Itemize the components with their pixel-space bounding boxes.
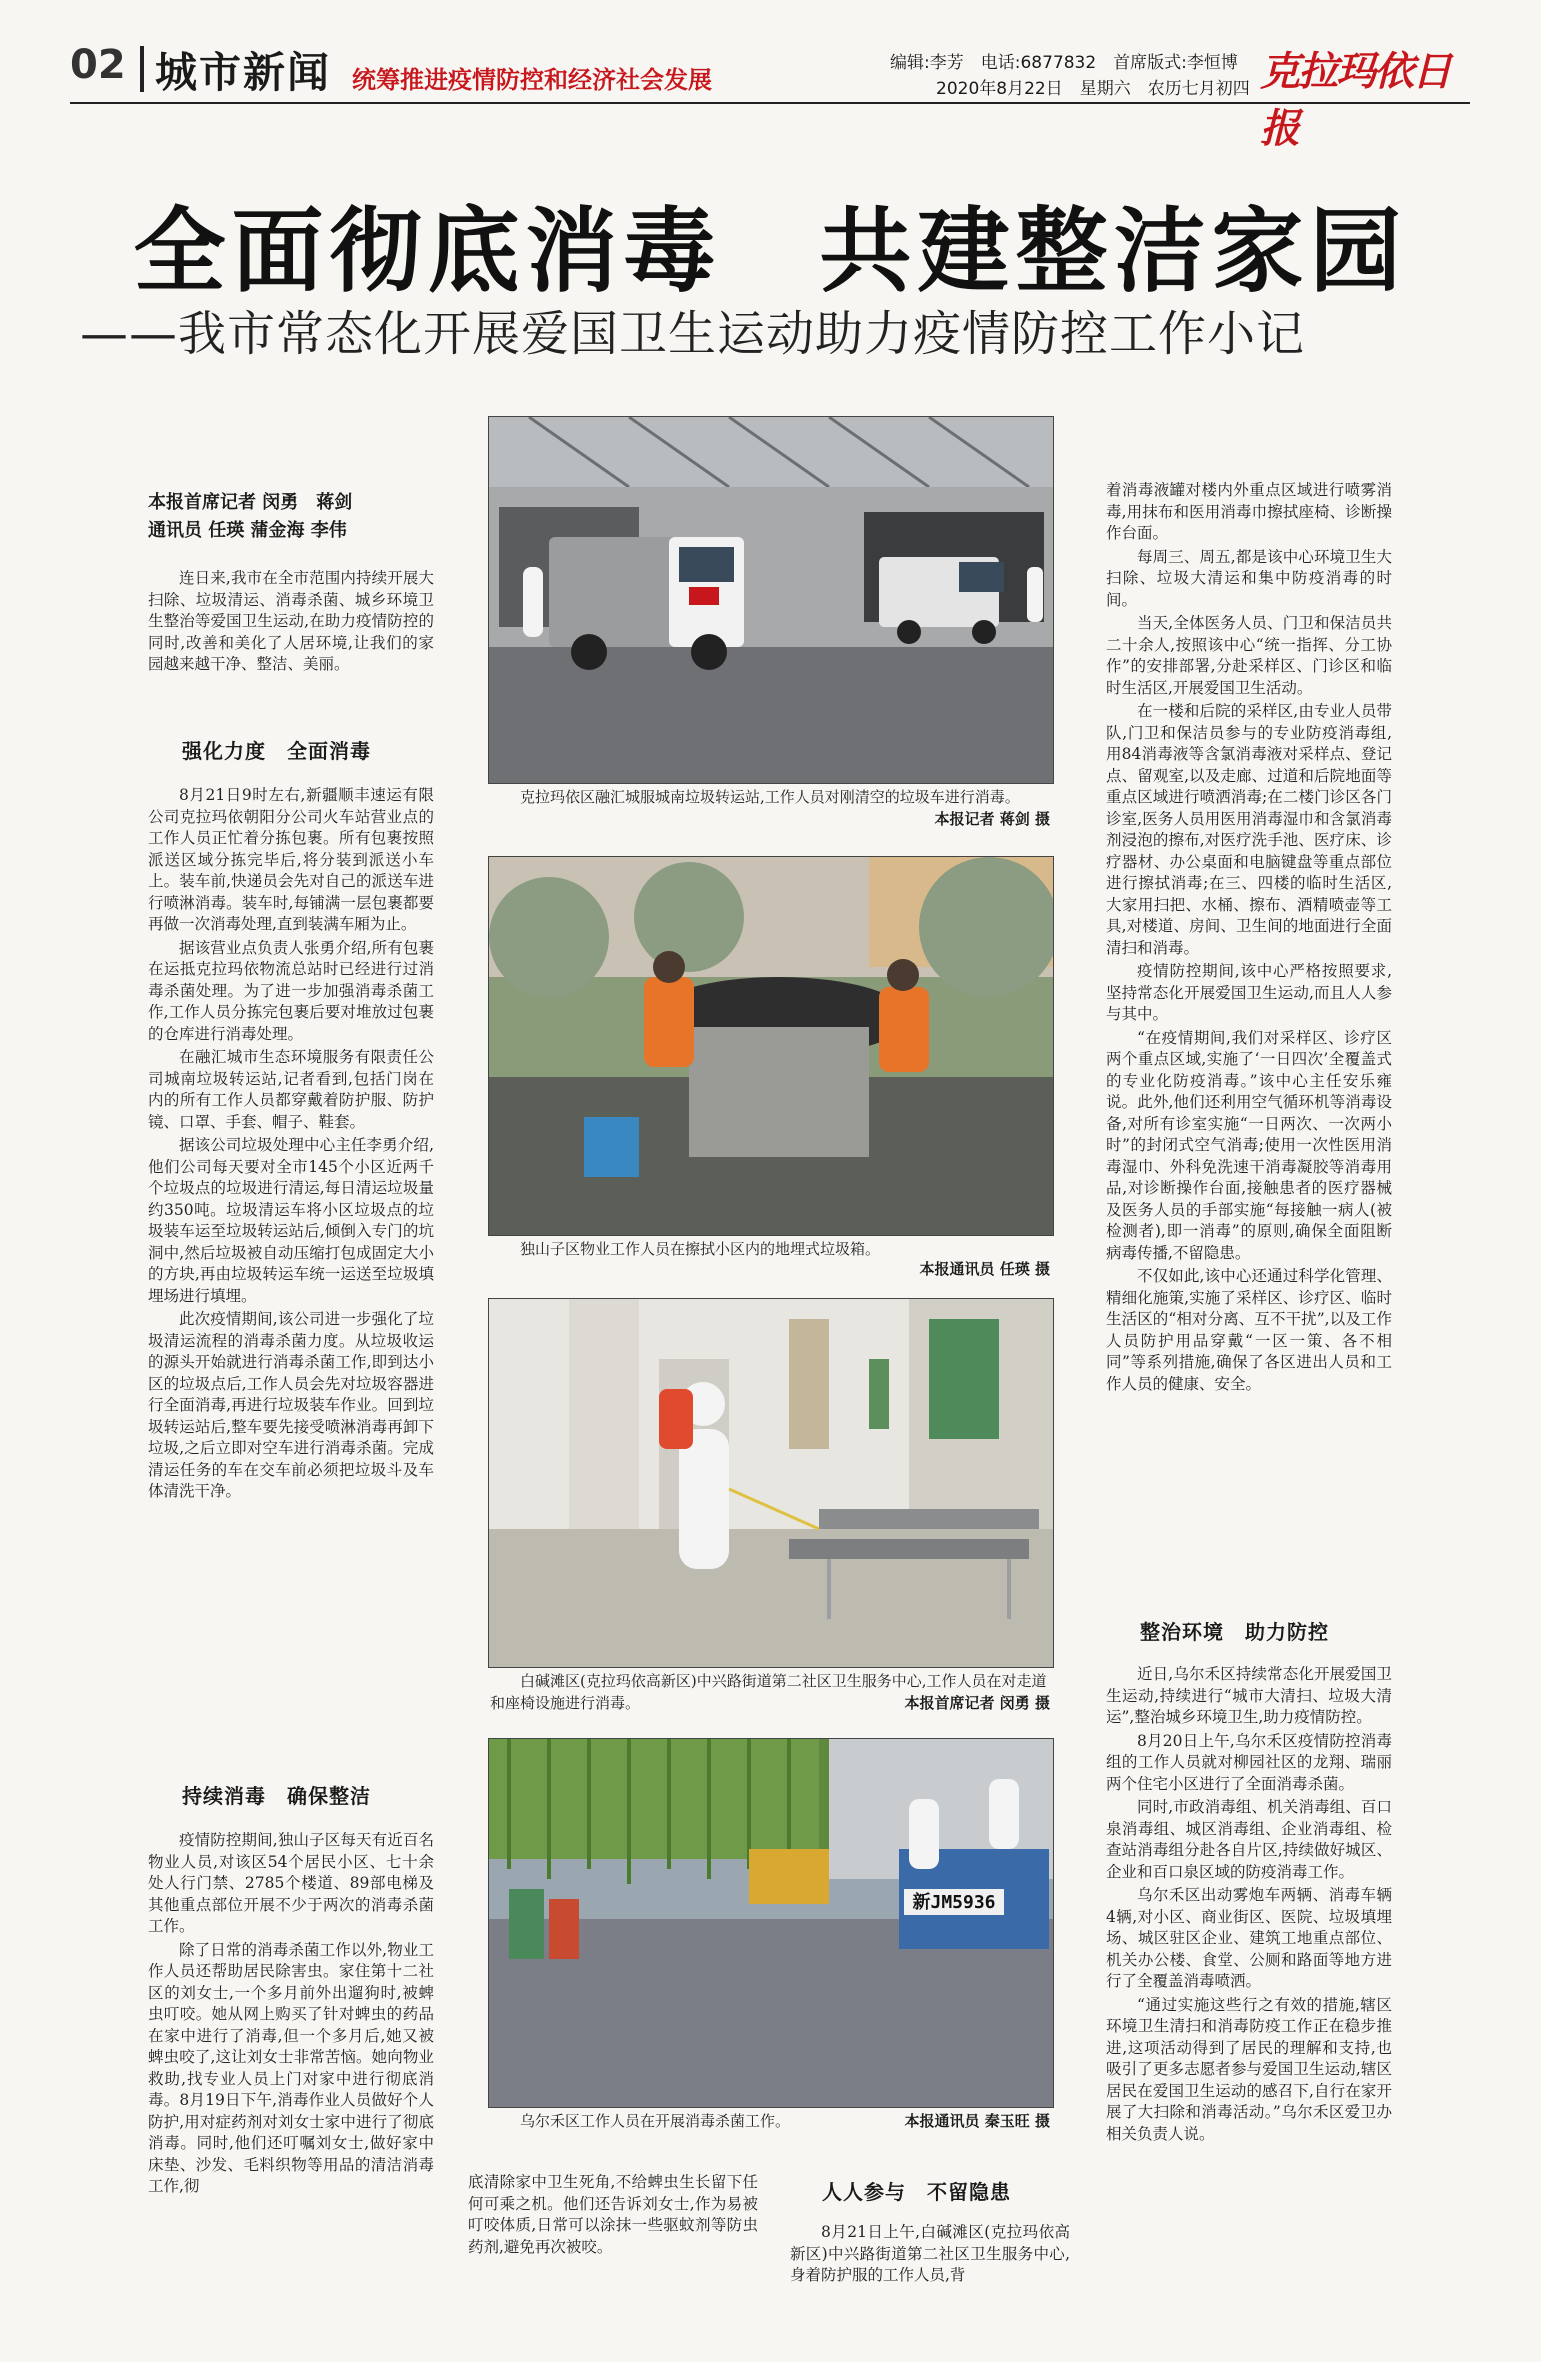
photo-garbage-station <box>488 416 1054 784</box>
section-heading-3: 人人参与 不留隐患 <box>822 2180 1011 2204</box>
photo-caption-2: 独山子区物业工作人员在擦拭小区内的地埋式垃圾箱。 <box>520 1240 881 1258</box>
paragraph: 8月21日上午,白碱滩区(克拉玛依高新区)中兴路街道第二社区卫生服务中心,身着防护服的工作人员,背 <box>790 2223 1070 2284</box>
paragraph: 乌尔禾区出动雾炮车两辆、消毒车辆4辆,对小区、商业街区、医院、垃圾填埋场、城区驻区企业、建筑工地重点部位、机关办公楼、食堂、公厕和路面等地方进行了全覆盖消毒喷洒。 <box>1106 1886 1392 1990</box>
photo-credit-2: 本报通讯员 任瑛 摄 <box>919 1260 1050 1278</box>
paragraph: 此次疫情期间,该公司进一步强化了垃圾清运流程的消毒杀菌力度。从垃圾收运的源头开始就进行消毒杀菌工作,即到达小区的垃圾点后,工作人员会先对垃圾容器进行全面消毒,再进行垃圾装车作业。回到垃圾转运站后,整车要先接受喷淋消毒再卸下垃圾,之后立即对空车进行消毒杀菌。完成清运任务的车在交车前必须把垃圾斗及车体清洗干净。 <box>148 1310 434 1500</box>
masthead-logo: 克拉玛依日报 <box>1260 48 1450 152</box>
section-heading-1: 强化力度 全面消毒 <box>182 739 371 763</box>
photo-credit-4: 本报通讯员 秦玉旺 摄 <box>904 2112 1050 2130</box>
page-header <box>70 40 1470 152</box>
column-1-body <box>148 785 434 1503</box>
editor-info: 编辑:李芳 电话:6877832 首席版式:李恒博 <box>890 53 1238 73</box>
article-subtitle: ——我市常态化开展爱国卫生运动助力疫情防控工作小记 <box>80 306 1306 362</box>
photo-underground-bin <box>488 856 1054 1236</box>
paragraph: 着消毒液罐对楼内外重点区域进行喷雾消毒,用抹布和医用消毒巾擦拭座椅、诊断操作台面。 <box>1106 481 1392 542</box>
paragraph: “通过实施这些行之有效的措施,辖区环境卫生清扫和消毒防疫工作正在稳步推进,这项活动得到了居民的理解和支持,也吸引了更多志愿者参与爱国卫生运动,辖区居民在爱国卫生运动的感召下,自行在家开展了大扫除和消毒活动。”乌尔禾区爱卫办相关负责人说。 <box>1106 1995 1392 2143</box>
column-4-body-2 <box>1106 1664 1392 2145</box>
paragraph: 除了日常的消毒杀菌工作以外,物业工作人员还帮助居民除害虫。家住第十二社区的刘女士,一个多月前外出遛狗时,被蜱虫叮咬。她从网上购买了针对蜱虫的药品在家中进行了消毒,但一个多月后,她又被蜱虫咬了,这让刘女士非常苦恼。她向物业救助,找专业人员上门对家中进行彻底消毒。8月19日下午,消毒作业人员做好个人防护,用对症药剂对刘女士家中进行了彻底消毒。同时,他们还叮嘱刘女士,做好家中床垫、沙发、毛料织物等用品的清洁消毒工作,彻 <box>148 1940 434 2195</box>
column-1-body-2 <box>148 1830 434 2198</box>
photo-caption-3: 白碱滩区(克拉玛依高新区)中兴路街道第二社区卫生服务中心,工作人员在对走道和座椅设施进行消毒。 <box>490 1672 1047 1712</box>
paragraph: 据该公司垃圾处理中心主任李勇介绍,他们公司每天要对全市145个小区近两千个垃圾点的垃圾进行清运,每日清运垃圾量约350吨。垃圾清运车将小区垃圾点的垃圾装车运至垃圾转运站后,倾倒入专门的坑洞中,然后垃圾被自动压缩打包成固定大小的方块,再由垃圾转运车统一运送至垃圾填埋场进行填埋。 <box>148 1136 434 1305</box>
photo-credit-3: 本报首席记者 闵勇 摄 <box>904 1694 1050 1712</box>
paragraph: 当天,全体医务人员、门卫和保洁员共二十余人,按照该中心“统一指挥、分工协作”的安排部署,分赴采样区、门诊区和临时生活区,开展爱国卫生活动。 <box>1106 614 1392 697</box>
section-name: 城市新闻 <box>155 48 332 97</box>
column-4-body <box>1106 480 1392 1395</box>
photo-street-spraying <box>488 1738 1054 2108</box>
lead-paragraph: 连日来,我市在全市范围内持续开展大扫除、垃圾清运、消毒杀菌、城乡环境卫生整治等爱国卫生运动,在助力疫情防控的同时,改善和美化了人居环境,让我们的家园越来越干净、整洁、美丽。 <box>148 569 434 673</box>
paragraph: 每周三、周五,都是该中心环境卫生大扫除、垃圾大清运和集中防疫消毒的时间。 <box>1106 547 1392 609</box>
paragraph: 底清除家中卫生死角,不给蜱虫生长留下任何可乘之机。他们还告诉刘女士,作为易被叮咬体质,日常可以涂抹一些驱蚊剂等防虫药剂,避免再次被咬。 <box>468 2173 758 2256</box>
license-plate: 新JM5936 <box>912 1892 996 1913</box>
paragraph: 8月20日上午,乌尔禾区疫情防控消毒组的工作人员就对柳园社区的龙翔、瑞丽两个住宅小区进行了全面消毒杀菌。 <box>1106 1731 1392 1793</box>
paragraph: 近日,乌尔禾区持续常态化开展爱国卫生运动,持续进行“城市大清扫、垃圾大清运”,整治城乡环境卫生,助力疫情防控。 <box>1106 1665 1392 1726</box>
byline-correspondents: 通讯员 任瑛 蒲金海 李伟 <box>148 520 347 541</box>
issue-date: 2020年8月22日 星期六 农历七月初四 <box>936 79 1250 99</box>
section-heading-4: 整治环境 助力防控 <box>1140 1620 1329 1644</box>
page-number: 02 <box>70 42 126 88</box>
paragraph: 疫情防控期间,独山子区每天有近百名物业人员,对该区54个居民小区、七十余处人行门禁、2785个楼道、89部电梯及其他重点部位开展不少于两次的消毒杀菌工作。 <box>148 1831 434 1935</box>
paragraph: 同时,市政消毒组、机关消毒组、百口泉消毒组、城区消毒组、企业消毒组、检查站消毒组分赴各自片区,持续做好城区、企业和百口泉区域的防疫消毒工作。 <box>1106 1798 1392 1881</box>
paragraph: 疫情防控期间,该中心严格按照要求,坚持常态化开展爱国卫生运动,而且人人参与其中。 <box>1106 962 1392 1023</box>
paragraph: “在疫情期间,我们对采样区、诊疗区两个重点区域,实施了‘一日四次’全覆盖式的专业化防疫消毒。”该中心主任安乐雍说。此外,他们还利用空气循环机等消毒设备,对所有诊室实施“一日两次、一次两小时”的封闭式空气消毒;使用一次性医用消毒湿巾、外科免洗速干消毒凝胶等消毒用品,对诊断操作台面,接触患者的医疗器械及医务人员的手部实施“每接触一病人(被检测者),即一消毒”的原则,确保全面阻断病毒传播,不留隐患。 <box>1106 1028 1392 1262</box>
paragraph: 8月21日9时左右,新疆顺丰速运有限公司克拉玛依朝阳分公司火车站营业点的工作人员正忙着分拣包裹。所有包裹按照派送区域分拣完毕后,将分装到派送小车上。装车前,快递员会先对自己的派送车进行喷淋消毒。装车时,每铺满一层包裹都要再做一次消毒处理,直到装满车厢为止。 <box>148 786 434 933</box>
byline-reporters: 本报首席记者 闵勇 蒋剑 <box>148 492 353 513</box>
section-heading-2: 持续消毒 确保整洁 <box>182 1784 371 1808</box>
column-2-continuation <box>468 2172 758 2258</box>
photo-clinic-disinfection <box>488 1298 1054 1668</box>
paragraph: 在融汇城市生态环境服务有限责任公司城南垃圾转运站,记者看到,包括门岗在内的所有工作人员都穿戴着防护服、防护镜、口罩、手套、帽子、鞋套。 <box>148 1048 434 1131</box>
header-divider <box>140 46 144 92</box>
column-3-body <box>790 2222 1070 2287</box>
paragraph: 据该营业点负责人张勇介绍,所有包裹在运抵克拉玛依物流总站时已经进行过消毒杀菌处理。为了进一步加强消毒杀菌工作,工作人员分拣完包裹后要对堆放过包裹的仓库进行消毒处理。 <box>148 938 434 1043</box>
paragraph: 在一楼和后院的采样区,由专业人员带队,门卫和保洁员参与的专业防疫消毒组,用84消毒液等含氯消毒液对采样点、登记点、留观室,以及走廊、过道和后院地面等重点区域进行喷洒消毒;在二楼门诊区各门诊室,医务人员用医用消毒湿巾和含氯消毒剂浸泡的擦布,对医疗洗手池、医疗床、诊疗器材、办公桌面和电脑键盘等重点部位进行擦拭消毒;在三、四楼的临时生活区,大家用扫把、水桶、擦布、酒精喷壶等工具,对楼道、房间、卫生间的地面进行全面清扫和消毒。 <box>1106 702 1392 957</box>
header-slogan: 统筹推进疫情防控和经济社会发展 <box>352 66 712 94</box>
photo-caption-4: 乌尔禾区工作人员在开展消毒杀菌工作。 <box>520 2112 791 2130</box>
article-title: 全面彻底消毒 共建整洁家园 <box>133 198 1408 305</box>
column-1 <box>148 568 434 676</box>
paragraph: 不仅如此,该中心还通过科学化管理、精细化施策,实施了采样区、诊疗区、临时生活区的“相对分离、互不干扰”,以及工作人员防护用品穿戴“一区一策、各不相同”等系列措施,确保了各区进出人员和工作人员的健康、安全。 <box>1106 1267 1392 1393</box>
photo-credit-1: 本报记者 蒋剑 摄 <box>934 810 1050 828</box>
photo-caption-1: 克拉玛依区融汇城服城南垃圾转运站,工作人员对刚清空的垃圾车进行消毒。 <box>520 788 1020 806</box>
